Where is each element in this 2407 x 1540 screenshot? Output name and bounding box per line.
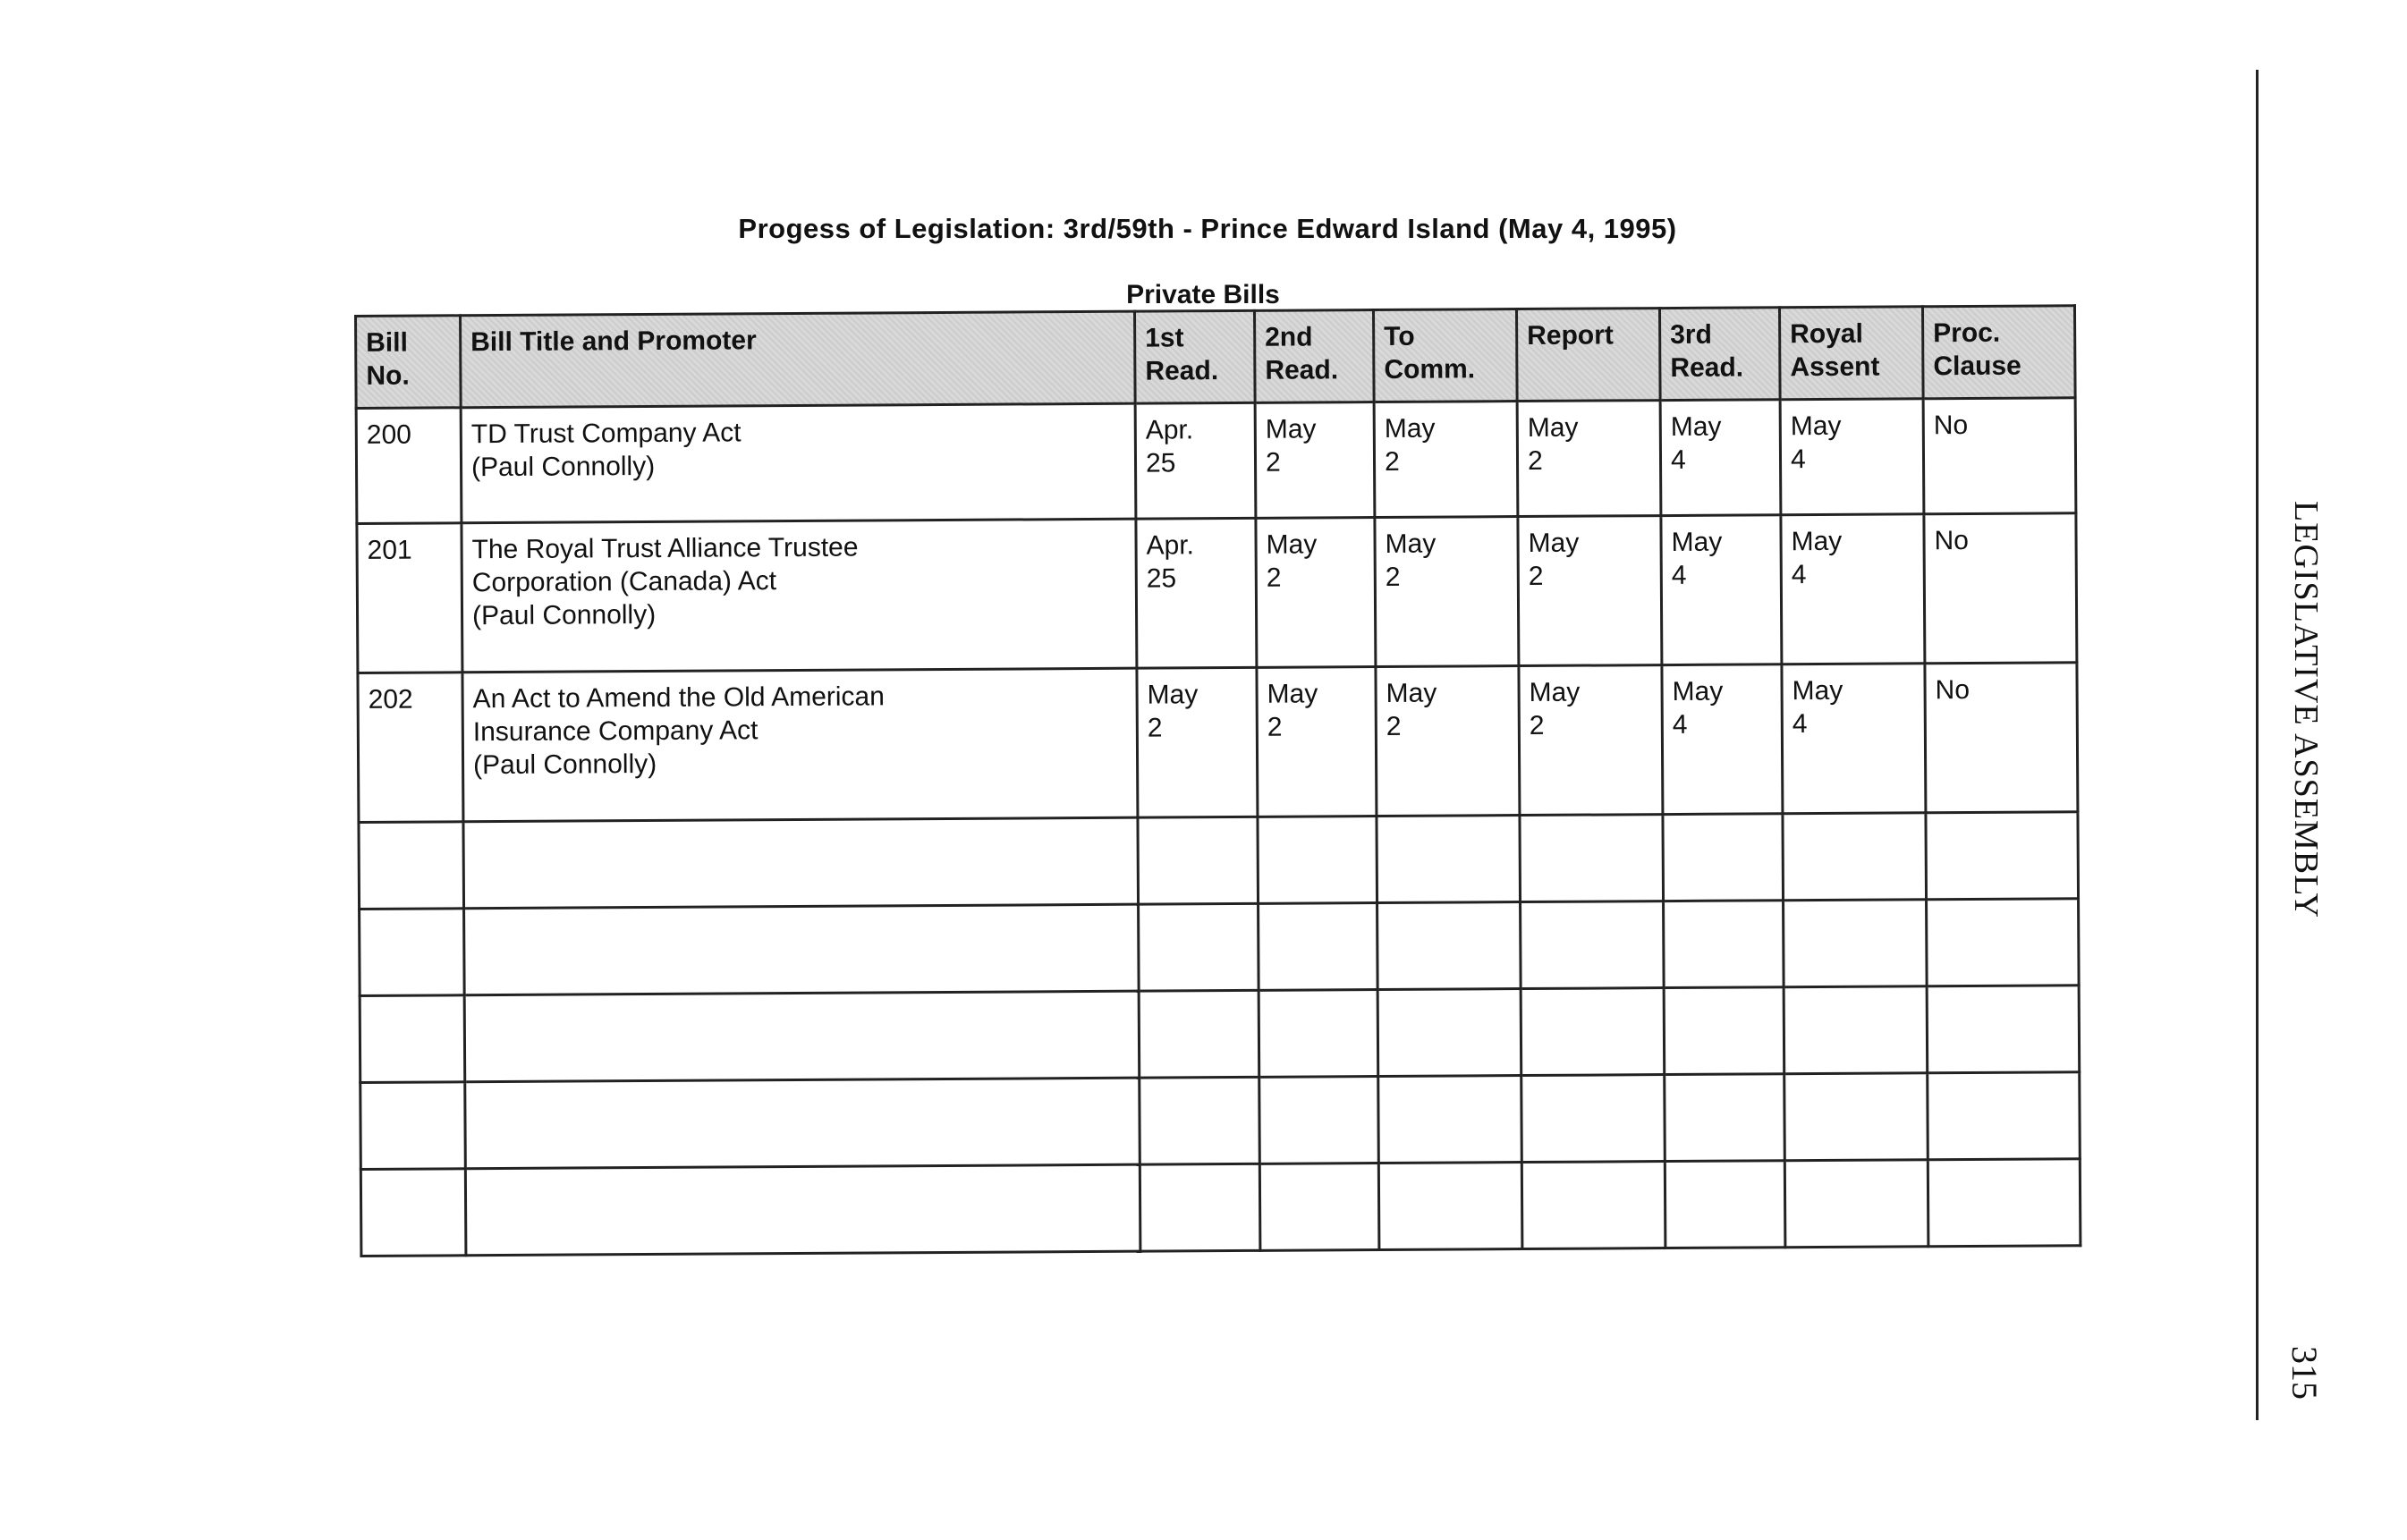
date-day: 2 bbox=[1147, 713, 1163, 743]
empty-cell bbox=[464, 904, 1140, 995]
empty-cell bbox=[1258, 817, 1377, 904]
bill-promoter-line: (Paul Connolly) bbox=[472, 749, 657, 781]
margin-rule bbox=[2256, 70, 2259, 1420]
empty-cell bbox=[360, 909, 465, 996]
date-month: May bbox=[1386, 678, 1437, 708]
table-row bbox=[358, 663, 2078, 823]
section-title: Private Bills bbox=[1126, 280, 1280, 309]
header-line: Read. bbox=[1265, 355, 1339, 385]
proc-clause-cell: No bbox=[1923, 398, 2076, 514]
to-comm-cell bbox=[1375, 517, 1519, 667]
date-month: May bbox=[1529, 677, 1581, 707]
running-header: LEGISLATIVE ASSEMBLY bbox=[2287, 501, 2325, 918]
header-line: 3rd bbox=[1670, 319, 1712, 351]
royal-assent-cell bbox=[1782, 664, 1926, 814]
private-bills-table bbox=[354, 304, 2081, 1257]
header-line: Bill bbox=[366, 327, 408, 358]
proc-clause-cell: No bbox=[1925, 663, 2078, 813]
date-day: 2 bbox=[1267, 712, 1283, 742]
bill-number-cell: 201 bbox=[357, 523, 462, 673]
empty-cell bbox=[359, 822, 464, 910]
date-month: Apr. bbox=[1145, 415, 1194, 445]
empty-cell bbox=[1377, 902, 1521, 990]
bill-promoter-line: (Paul Connolly) bbox=[470, 451, 656, 483]
bill-title-cell bbox=[462, 519, 1137, 673]
date-day: 25 bbox=[1146, 563, 1177, 594]
header-line: Proc. bbox=[1933, 317, 2001, 349]
table-container bbox=[354, 304, 2081, 1257]
header-line: No. bbox=[366, 360, 410, 391]
empty-cell bbox=[1927, 986, 2080, 1073]
table-row bbox=[356, 398, 2076, 524]
third-read-cell bbox=[1662, 664, 1783, 815]
header-to-comm bbox=[1373, 309, 1517, 402]
date-day: 2 bbox=[1386, 711, 1402, 741]
first-read-cell bbox=[1137, 667, 1258, 817]
page-title: Progess of Legislation: 3rd/59th - Prince Edward Island (May 4, 1995) bbox=[738, 213, 1677, 244]
bill-title-line: Corporation (Canada) Act bbox=[471, 566, 777, 598]
empty-cell bbox=[1783, 813, 1927, 901]
bill-title-line: Insurance Company Act bbox=[472, 715, 759, 748]
date-month: May bbox=[1672, 676, 1724, 707]
second-read-cell bbox=[1257, 667, 1377, 817]
header-line: Report bbox=[1527, 320, 1614, 351]
empty-cell bbox=[1521, 1075, 1665, 1163]
date-day: 2 bbox=[1265, 447, 1281, 478]
empty-cell bbox=[1663, 814, 1784, 901]
page-number: 315 bbox=[2284, 1346, 2325, 1400]
empty-cell bbox=[360, 1082, 466, 1170]
header-line: To bbox=[1384, 321, 1415, 351]
empty-cell bbox=[1926, 812, 2079, 900]
empty-cell bbox=[1520, 815, 1664, 902]
empty-cell bbox=[1784, 900, 1928, 987]
proc-clause-cell: No bbox=[1924, 513, 2077, 664]
date-month: May bbox=[1265, 414, 1317, 444]
header-proc-clause bbox=[1922, 306, 2075, 399]
date-day: 4 bbox=[1670, 444, 1686, 476]
bill-number-cell: 200 bbox=[356, 408, 462, 524]
empty-cell bbox=[1378, 1076, 1522, 1163]
empty-cell bbox=[1377, 989, 1521, 1077]
table-header-row bbox=[356, 306, 2076, 409]
empty-cell bbox=[1664, 901, 1784, 988]
empty-cell bbox=[1521, 901, 1665, 989]
header-bill-no bbox=[356, 316, 462, 409]
date-day: 2 bbox=[1384, 446, 1400, 477]
empty-table-row bbox=[360, 986, 2080, 1083]
empty-cell bbox=[1664, 987, 1784, 1075]
report-cell bbox=[1517, 401, 1661, 517]
empty-cell bbox=[1378, 1163, 1522, 1250]
empty-cell bbox=[1259, 1163, 1379, 1251]
empty-cell bbox=[1784, 986, 1928, 1074]
empty-cell bbox=[1139, 903, 1259, 991]
date-day: 4 bbox=[1671, 560, 1687, 591]
empty-cell bbox=[1138, 817, 1259, 904]
header-line: Royal bbox=[1790, 318, 1863, 350]
empty-table-row bbox=[360, 899, 2080, 996]
empty-cell bbox=[465, 1078, 1140, 1169]
header-bill-title bbox=[461, 311, 1136, 408]
date-day: 4 bbox=[1791, 560, 1807, 590]
empty-cell bbox=[1928, 1072, 2081, 1160]
date-day: 4 bbox=[1792, 709, 1808, 740]
bill-title-line: TD Trust Company Act bbox=[470, 418, 742, 450]
date-month: May bbox=[1266, 529, 1318, 560]
header-line: Bill Title and Promoter bbox=[470, 326, 757, 358]
empty-cell bbox=[463, 817, 1139, 909]
empty-cell bbox=[1521, 988, 1665, 1076]
empty-cell bbox=[1784, 1073, 1928, 1161]
to-comm-cell bbox=[1376, 666, 1520, 817]
empty-cell bbox=[1927, 899, 2080, 986]
header-line: 1st bbox=[1145, 323, 1184, 353]
header-line: Assent bbox=[1790, 351, 1880, 383]
empty-cell bbox=[1928, 1159, 2081, 1247]
header-report bbox=[1516, 309, 1660, 402]
empty-cell bbox=[465, 1164, 1140, 1256]
empty-cell bbox=[1259, 990, 1378, 1078]
date-day: 4 bbox=[1672, 709, 1688, 740]
empty-cell bbox=[1521, 1162, 1665, 1249]
empty-cell bbox=[1140, 1077, 1260, 1164]
report-cell bbox=[1519, 665, 1663, 816]
empty-cell bbox=[1784, 1160, 1928, 1248]
third-read-cell bbox=[1661, 515, 1782, 665]
header-second-read bbox=[1254, 310, 1374, 403]
date-month: May bbox=[1385, 529, 1437, 559]
date-month: May bbox=[1792, 675, 1843, 707]
header-line: 2nd bbox=[1265, 322, 1313, 352]
third-read-cell bbox=[1660, 400, 1781, 516]
empty-cell bbox=[1259, 903, 1378, 991]
date-day: 2 bbox=[1527, 445, 1543, 476]
first-read-cell bbox=[1136, 518, 1257, 668]
date-month: May bbox=[1147, 680, 1199, 710]
empty-table-row bbox=[360, 1159, 2081, 1257]
empty-table-row bbox=[360, 1072, 2081, 1170]
date-month: May bbox=[1527, 412, 1579, 443]
header-third-read bbox=[1659, 308, 1780, 401]
date-day: 2 bbox=[1528, 561, 1544, 591]
header-line: Read. bbox=[1145, 356, 1219, 386]
date-month: May bbox=[1528, 528, 1580, 558]
royal-assent-cell bbox=[1780, 399, 1924, 515]
table-row bbox=[357, 513, 2077, 673]
date-month: May bbox=[1790, 410, 1842, 442]
date-month: Apr. bbox=[1146, 530, 1195, 561]
header-line: Comm. bbox=[1384, 354, 1476, 385]
second-read-cell bbox=[1255, 402, 1375, 519]
to-comm-cell bbox=[1374, 402, 1518, 518]
empty-cell bbox=[1139, 990, 1259, 1078]
date-month: May bbox=[1384, 413, 1436, 444]
empty-cell bbox=[1665, 1161, 1785, 1248]
date-month: May bbox=[1267, 679, 1318, 709]
date-day: 2 bbox=[1529, 710, 1545, 740]
header-line: Clause bbox=[1933, 351, 2021, 382]
report-cell bbox=[1518, 516, 1662, 666]
empty-cell bbox=[1259, 1077, 1379, 1164]
date-day: 2 bbox=[1385, 562, 1401, 592]
royal-assent-cell bbox=[1781, 514, 1925, 664]
date-month: May bbox=[1791, 526, 1843, 557]
bill-title-line: An Act to Amend the Old American bbox=[472, 681, 885, 715]
header-royal-assent bbox=[1779, 307, 1923, 400]
bill-promoter-line: (Paul Connolly) bbox=[471, 599, 657, 631]
empty-cell bbox=[464, 991, 1140, 1082]
bill-title-line: The Royal Trust Alliance Trustee bbox=[471, 532, 859, 565]
bill-number-cell: 202 bbox=[358, 673, 463, 823]
empty-table-row bbox=[359, 812, 2079, 910]
date-day: 2 bbox=[1266, 563, 1282, 593]
date-month: May bbox=[1670, 411, 1722, 443]
bill-title-cell bbox=[462, 668, 1138, 822]
date-day: 4 bbox=[1790, 444, 1806, 475]
empty-cell bbox=[1665, 1074, 1785, 1162]
empty-cell bbox=[1140, 1163, 1260, 1251]
bill-title-cell bbox=[461, 403, 1136, 523]
first-read-cell bbox=[1135, 402, 1256, 519]
empty-cell bbox=[360, 1169, 466, 1257]
empty-cell bbox=[360, 995, 465, 1083]
header-first-read bbox=[1134, 310, 1255, 403]
second-read-cell bbox=[1256, 518, 1376, 668]
empty-cell bbox=[1377, 816, 1521, 903]
date-day: 25 bbox=[1145, 448, 1176, 478]
date-month: May bbox=[1671, 527, 1723, 558]
header-line: Read. bbox=[1670, 352, 1744, 384]
